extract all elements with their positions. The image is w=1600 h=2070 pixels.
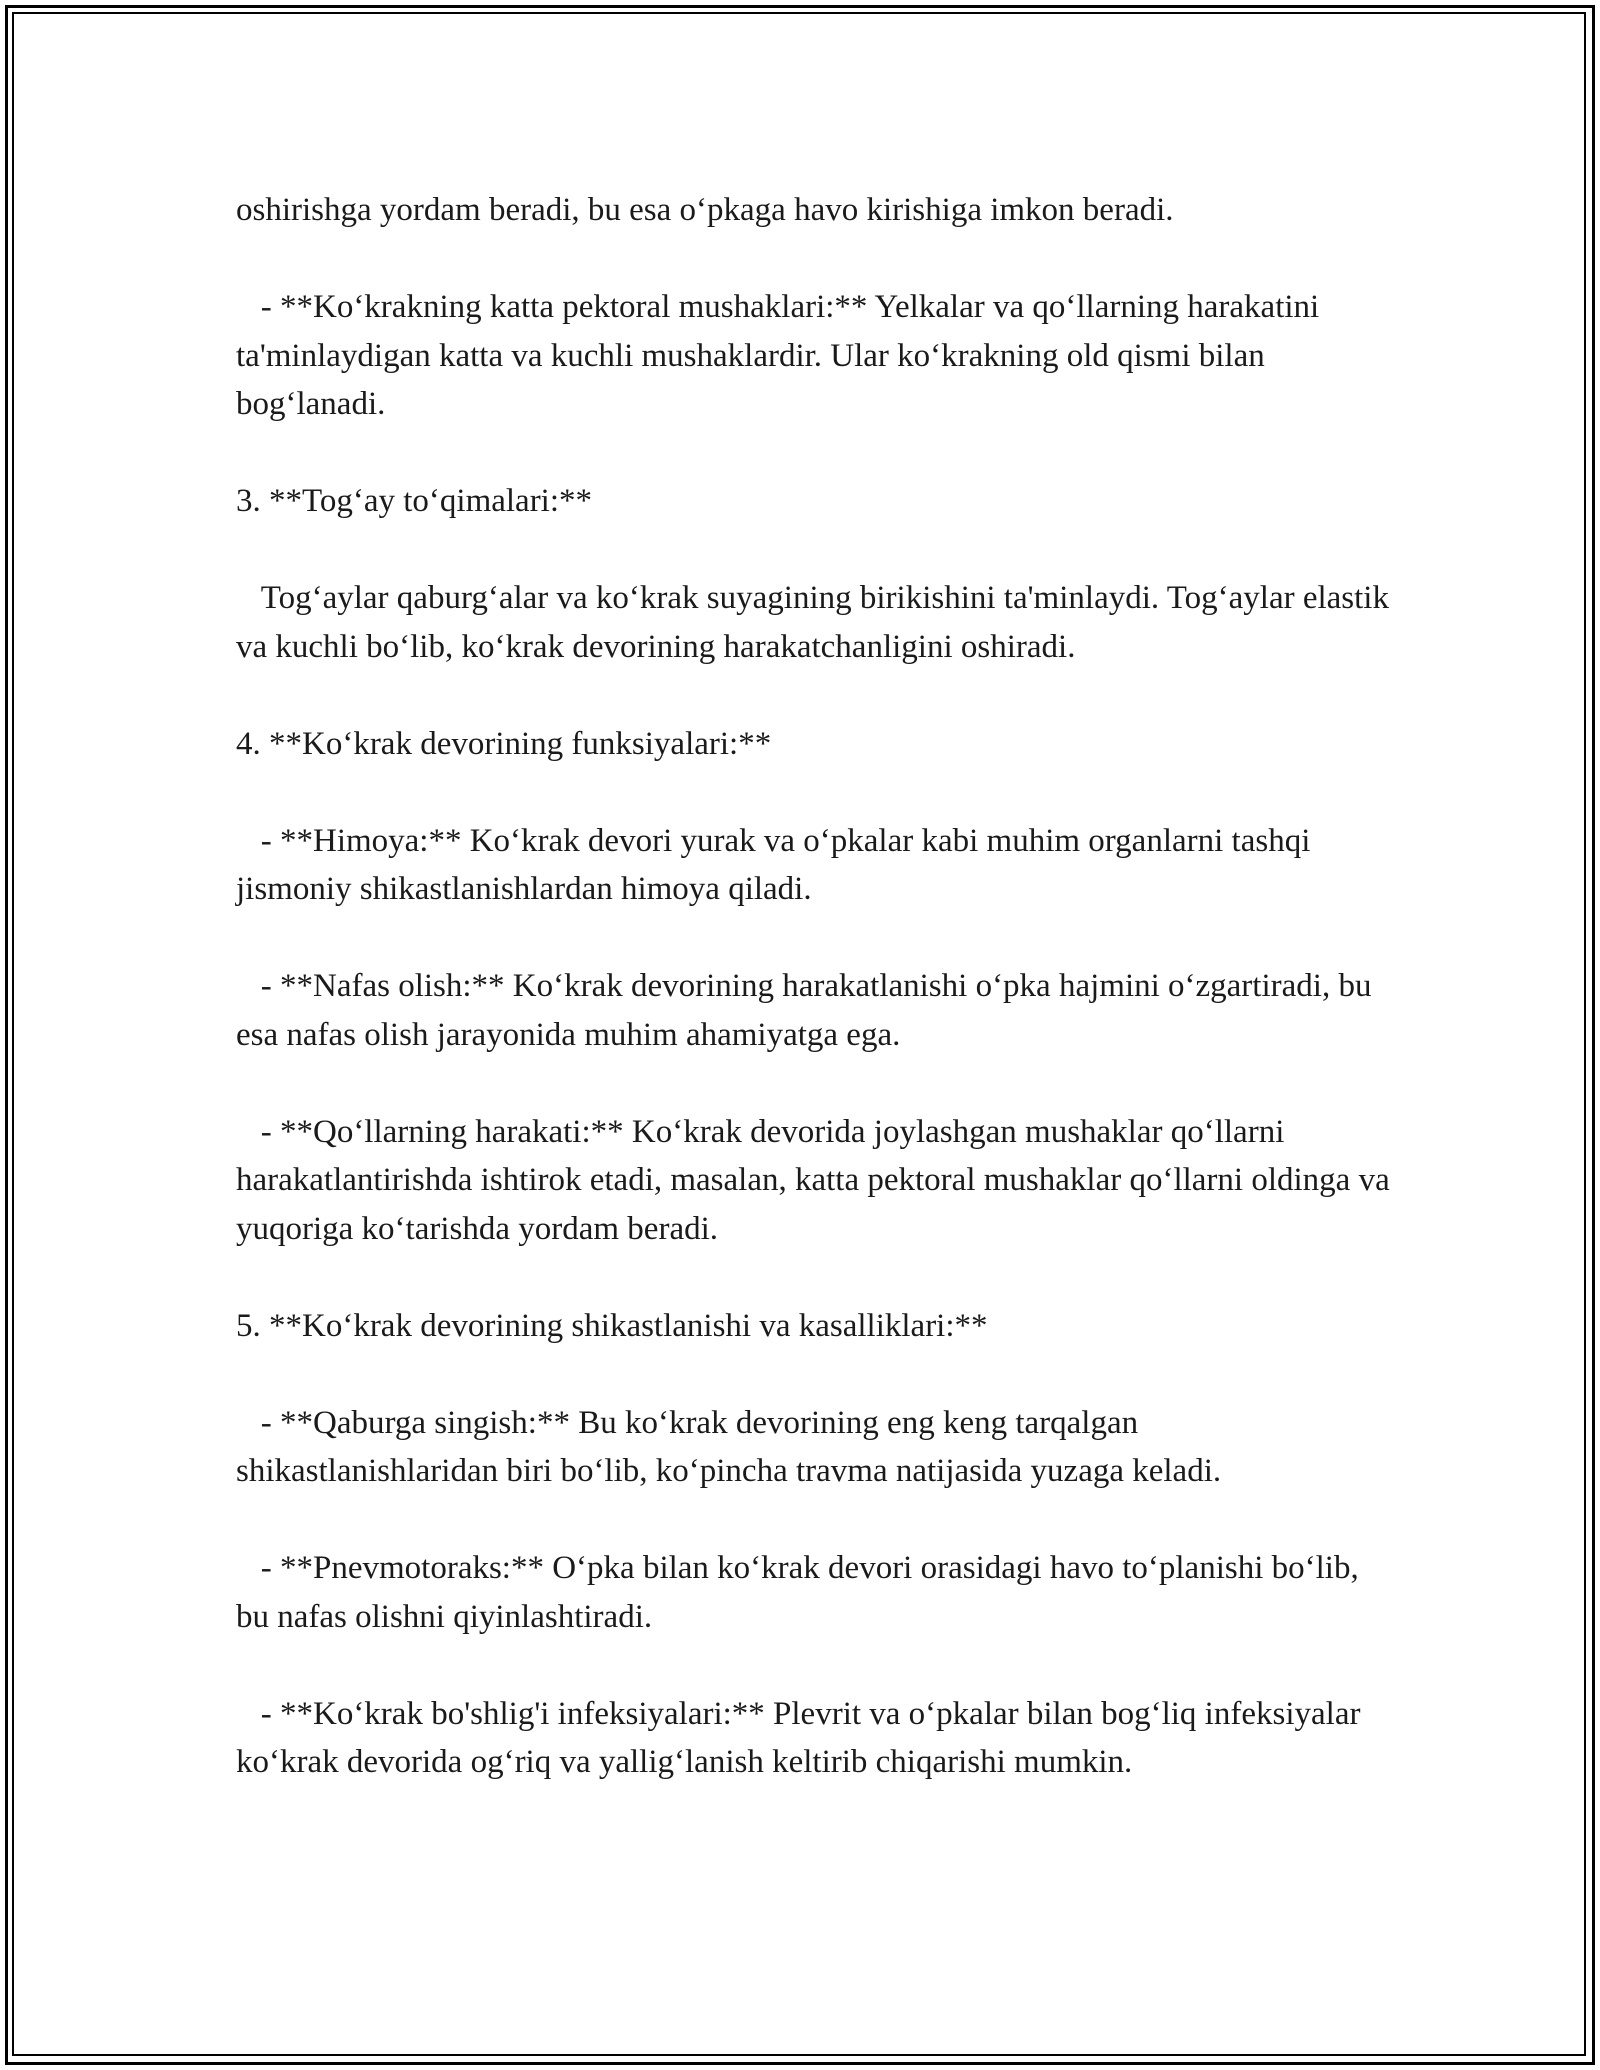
paragraph-arm-movement: - **Qo‘llarning harakati:** Ko‘krak devorida joylashgan mushaklar qo‘llarni harakatlantirishda ishtirok etadi, masalan, katta pektoral mushaklar qo‘llarni oldinga va yuqoriga ko‘tarishda yordam beradi. xyxy=(236,1113,1398,1247)
paragraph-continuation: oshirishga yordam beradi, bu esa o‘pkaga havo kirishiga imkon beradi. xyxy=(236,192,1174,228)
heading-cartilage-tissue: 3. **Tog‘ay to‘qimalari:** xyxy=(236,483,593,519)
document-body xyxy=(236,186,1396,1787)
paragraph-protection: - **Himoya:** Ko‘krak devori yurak va o‘pkalar kabi muhim organlarni tashqi jismoniy shikastlanishlardan himoya qiladi. xyxy=(236,822,1319,907)
heading-injuries-diseases: 5. **Ko‘krak devorining shikastlanishi va kasalliklari:** xyxy=(236,1307,988,1344)
paragraph-chest-infections: - **Ko‘krak bo'shlig'i infeksiyalari:** Plevrit va o‘pkalar bilan bog‘liq infeksiyalar ko‘krak devorida og‘riq va yallig‘lanish keltirib chiqarishi mumkin. xyxy=(236,1695,1369,1780)
paragraph-pneumothorax: - **Pnevmotoraks:** O‘pka bilan ko‘krak devori orasidagi havo to‘planishi bo‘lib, bu nafas olishni qiyinlashtiradi. xyxy=(236,1550,1367,1635)
paragraph-cartilage: Tog‘aylar qaburg‘alar va ko‘krak suyagining birikishini ta'minlaydi. Tog‘aylar elastik va kuchli bo‘lib, ko‘krak devorining harakatchanligini oshiradi. xyxy=(236,580,1398,665)
paragraph-breathing: - **Nafas olish:** Ko‘krak devorining harakatlanishi o‘pka hajmini o‘zgartiradi, bu esa nafas olish jarayonida muhim ahamiyatga ega. xyxy=(236,968,1380,1053)
paragraph-pectoral-muscles: - **Ko‘krakning katta pektoral mushaklari:** Yelkalar va qo‘llarning harakatini ta'minlaydigan katta va kuchli mushaklardir. Ular ko‘krakning old qismi bilan bog‘lanadi. xyxy=(236,289,1328,422)
paragraph-rib-fracture: - **Qaburga singish:** Bu ko‘krak devorining eng keng tarqalgan shikastlanishlaridan biri bo‘lib, ko‘pincha travma natijasida yuzaga keladi. xyxy=(236,1404,1222,1489)
heading-chest-wall-functions: 4. **Ko‘krak devorining funksiyalari:** xyxy=(236,725,772,762)
